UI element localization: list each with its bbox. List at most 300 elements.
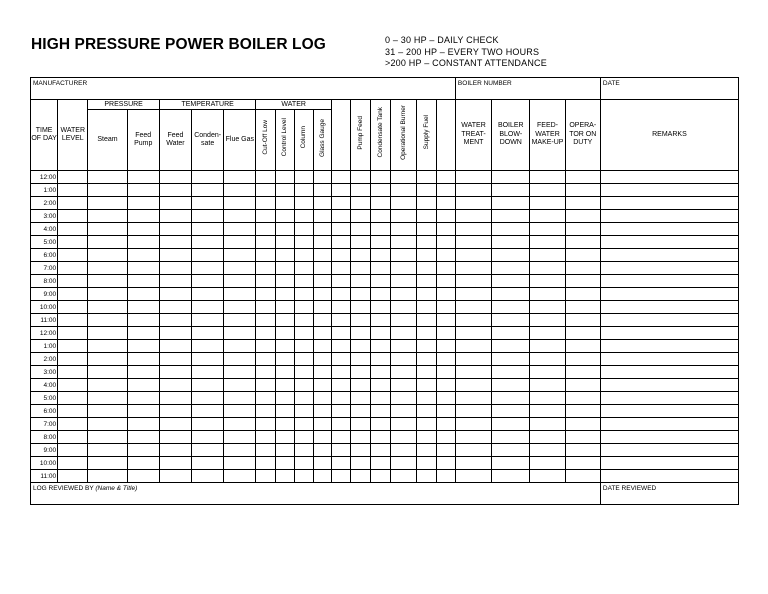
entry-cell[interactable] (351, 301, 371, 314)
entry-cell[interactable] (455, 392, 491, 405)
entry-cell[interactable] (600, 301, 738, 314)
entry-cell[interactable] (127, 236, 159, 249)
entry-cell[interactable] (455, 418, 491, 431)
entry-cell[interactable] (455, 262, 491, 275)
entry-cell[interactable] (294, 184, 313, 197)
entry-cell[interactable] (192, 288, 224, 301)
entry-cell[interactable] (88, 366, 127, 379)
entry-cell[interactable] (600, 275, 738, 288)
entry-cell[interactable] (371, 392, 391, 405)
entry-cell[interactable] (331, 405, 350, 418)
entry-cell[interactable] (256, 197, 275, 210)
entry-cell[interactable] (530, 223, 565, 236)
entry-cell[interactable] (224, 457, 256, 470)
entry-cell[interactable] (371, 171, 391, 184)
entry-cell[interactable] (88, 340, 127, 353)
entry-cell[interactable] (331, 392, 350, 405)
entry-cell[interactable] (391, 418, 417, 431)
entry-cell[interactable] (351, 327, 371, 340)
entry-cell[interactable] (530, 470, 565, 483)
entry-cell[interactable] (294, 366, 313, 379)
entry-cell[interactable] (417, 457, 436, 470)
entry-cell[interactable] (224, 353, 256, 366)
entry-cell[interactable] (256, 210, 275, 223)
entry-cell[interactable] (492, 288, 530, 301)
entry-cell[interactable] (492, 301, 530, 314)
entry-cell[interactable] (58, 275, 88, 288)
entry-cell[interactable] (127, 470, 159, 483)
entry-cell[interactable] (351, 444, 371, 457)
entry-cell[interactable] (294, 340, 313, 353)
entry-cell[interactable] (492, 470, 530, 483)
entry-cell[interactable] (565, 301, 600, 314)
entry-cell[interactable] (275, 171, 294, 184)
boiler-number-field[interactable] (455, 78, 600, 100)
entry-cell[interactable] (331, 379, 350, 392)
entry-cell[interactable] (159, 223, 191, 236)
entry-cell[interactable] (58, 223, 88, 236)
entry-cell[interactable] (256, 353, 275, 366)
entry-cell[interactable] (565, 171, 600, 184)
entry-cell[interactable] (313, 249, 331, 262)
entry-cell[interactable] (256, 379, 275, 392)
entry-cell[interactable] (565, 379, 600, 392)
entry-cell[interactable] (371, 379, 391, 392)
entry-cell[interactable] (159, 197, 191, 210)
entry-cell[interactable] (600, 444, 738, 457)
entry-cell[interactable] (275, 197, 294, 210)
entry-cell[interactable] (530, 340, 565, 353)
entry-cell[interactable] (351, 262, 371, 275)
entry-cell[interactable] (58, 444, 88, 457)
entry-cell[interactable] (331, 197, 350, 210)
entry-cell[interactable] (127, 444, 159, 457)
entry-cell[interactable] (351, 197, 371, 210)
entry-cell[interactable] (351, 353, 371, 366)
entry-cell[interactable] (159, 340, 191, 353)
entry-cell[interactable] (275, 236, 294, 249)
entry-cell[interactable] (275, 379, 294, 392)
entry-cell[interactable] (127, 171, 159, 184)
entry-cell[interactable] (58, 392, 88, 405)
entry-cell[interactable] (127, 327, 159, 340)
entry-cell[interactable] (455, 184, 491, 197)
entry-cell[interactable] (417, 301, 436, 314)
entry-cell[interactable] (371, 223, 391, 236)
entry-cell[interactable] (224, 418, 256, 431)
entry-cell[interactable] (313, 171, 331, 184)
entry-cell[interactable] (565, 288, 600, 301)
entry-cell[interactable] (600, 288, 738, 301)
entry-cell[interactable] (275, 314, 294, 327)
entry-cell[interactable] (331, 236, 350, 249)
entry-cell[interactable] (313, 210, 331, 223)
entry-cell[interactable] (492, 444, 530, 457)
entry-cell[interactable] (417, 314, 436, 327)
entry-cell[interactable] (275, 262, 294, 275)
entry-cell[interactable] (127, 366, 159, 379)
entry-cell[interactable] (256, 444, 275, 457)
entry-cell[interactable] (600, 379, 738, 392)
entry-cell[interactable] (88, 249, 127, 262)
entry-cell[interactable] (275, 249, 294, 262)
entry-cell[interactable] (455, 236, 491, 249)
entry-cell[interactable] (351, 236, 371, 249)
entry-cell[interactable] (159, 288, 191, 301)
entry-cell[interactable] (371, 314, 391, 327)
entry-cell[interactable] (224, 262, 256, 275)
entry-cell[interactable] (88, 353, 127, 366)
entry-cell[interactable] (436, 431, 455, 444)
entry-cell[interactable] (417, 249, 436, 262)
entry-cell[interactable] (159, 431, 191, 444)
entry-cell[interactable] (313, 379, 331, 392)
entry-cell[interactable] (417, 184, 436, 197)
entry-cell[interactable] (530, 262, 565, 275)
entry-cell[interactable] (275, 275, 294, 288)
entry-cell[interactable] (391, 301, 417, 314)
entry-cell[interactable] (565, 392, 600, 405)
entry-cell[interactable] (600, 236, 738, 249)
entry-cell[interactable] (224, 288, 256, 301)
entry-cell[interactable] (159, 418, 191, 431)
entry-cell[interactable] (600, 340, 738, 353)
entry-cell[interactable] (127, 262, 159, 275)
entry-cell[interactable] (530, 210, 565, 223)
entry-cell[interactable] (256, 340, 275, 353)
entry-cell[interactable] (351, 249, 371, 262)
entry-cell[interactable] (294, 457, 313, 470)
entry-cell[interactable] (192, 379, 224, 392)
entry-cell[interactable] (159, 379, 191, 392)
entry-cell[interactable] (417, 210, 436, 223)
entry-cell[interactable] (371, 470, 391, 483)
entry-cell[interactable] (600, 249, 738, 262)
entry-cell[interactable] (492, 340, 530, 353)
entry-cell[interactable] (351, 184, 371, 197)
entry-cell[interactable] (313, 314, 331, 327)
entry-cell[interactable] (565, 405, 600, 418)
entry-cell[interactable] (224, 236, 256, 249)
entry-cell[interactable] (192, 392, 224, 405)
entry-cell[interactable] (159, 366, 191, 379)
entry-cell[interactable] (391, 340, 417, 353)
entry-cell[interactable] (417, 171, 436, 184)
entry-cell[interactable] (530, 405, 565, 418)
entry-cell[interactable] (275, 470, 294, 483)
entry-cell[interactable] (58, 171, 88, 184)
entry-cell[interactable] (436, 275, 455, 288)
entry-cell[interactable] (313, 327, 331, 340)
entry-cell[interactable] (294, 223, 313, 236)
entry-cell[interactable] (256, 223, 275, 236)
entry-cell[interactable] (436, 405, 455, 418)
entry-cell[interactable] (436, 223, 455, 236)
entry-cell[interactable] (159, 353, 191, 366)
entry-cell[interactable] (351, 340, 371, 353)
entry-cell[interactable] (600, 327, 738, 340)
entry-cell[interactable] (530, 353, 565, 366)
entry-cell[interactable] (530, 431, 565, 444)
entry-cell[interactable] (159, 405, 191, 418)
entry-cell[interactable] (192, 340, 224, 353)
entry-cell[interactable] (88, 288, 127, 301)
entry-cell[interactable] (313, 444, 331, 457)
entry-cell[interactable] (58, 457, 88, 470)
entry-cell[interactable] (455, 171, 491, 184)
entry-cell[interactable] (371, 236, 391, 249)
entry-cell[interactable] (600, 431, 738, 444)
entry-cell[interactable] (565, 327, 600, 340)
entry-cell[interactable] (313, 197, 331, 210)
entry-cell[interactable] (455, 288, 491, 301)
entry-cell[interactable] (127, 301, 159, 314)
entry-cell[interactable] (530, 457, 565, 470)
entry-cell[interactable] (371, 327, 391, 340)
entry-cell[interactable] (391, 470, 417, 483)
entry-cell[interactable] (58, 418, 88, 431)
entry-cell[interactable] (371, 288, 391, 301)
entry-cell[interactable] (351, 405, 371, 418)
entry-cell[interactable] (492, 314, 530, 327)
entry-cell[interactable] (565, 353, 600, 366)
entry-cell[interactable] (565, 418, 600, 431)
entry-cell[interactable] (530, 314, 565, 327)
entry-cell[interactable] (455, 223, 491, 236)
entry-cell[interactable] (192, 197, 224, 210)
entry-cell[interactable] (159, 314, 191, 327)
entry-cell[interactable] (88, 197, 127, 210)
entry-cell[interactable] (417, 418, 436, 431)
entry-cell[interactable] (58, 210, 88, 223)
entry-cell[interactable] (88, 210, 127, 223)
entry-cell[interactable] (600, 197, 738, 210)
entry-cell[interactable] (294, 275, 313, 288)
entry-cell[interactable] (331, 288, 350, 301)
entry-cell[interactable] (492, 353, 530, 366)
entry-cell[interactable] (600, 210, 738, 223)
entry-cell[interactable] (455, 379, 491, 392)
entry-cell[interactable] (417, 444, 436, 457)
entry-cell[interactable] (331, 418, 350, 431)
entry-cell[interactable] (275, 418, 294, 431)
entry-cell[interactable] (224, 171, 256, 184)
entry-cell[interactable] (351, 457, 371, 470)
entry-cell[interactable] (371, 210, 391, 223)
entry-cell[interactable] (331, 262, 350, 275)
entry-cell[interactable] (436, 210, 455, 223)
entry-cell[interactable] (88, 392, 127, 405)
entry-cell[interactable] (58, 353, 88, 366)
entry-cell[interactable] (192, 275, 224, 288)
entry-cell[interactable] (391, 405, 417, 418)
entry-cell[interactable] (159, 171, 191, 184)
entry-cell[interactable] (492, 171, 530, 184)
entry-cell[interactable] (275, 353, 294, 366)
entry-cell[interactable] (436, 184, 455, 197)
entry-cell[interactable] (127, 392, 159, 405)
entry-cell[interactable] (391, 379, 417, 392)
entry-cell[interactable] (530, 366, 565, 379)
entry-cell[interactable] (192, 236, 224, 249)
entry-cell[interactable] (492, 210, 530, 223)
entry-cell[interactable] (331, 327, 350, 340)
entry-cell[interactable] (565, 366, 600, 379)
entry-cell[interactable] (159, 327, 191, 340)
entry-cell[interactable] (275, 327, 294, 340)
entry-cell[interactable] (417, 470, 436, 483)
entry-cell[interactable] (530, 236, 565, 249)
entry-cell[interactable] (436, 197, 455, 210)
entry-cell[interactable] (436, 288, 455, 301)
entry-cell[interactable] (436, 327, 455, 340)
entry-cell[interactable] (88, 457, 127, 470)
entry-cell[interactable] (565, 197, 600, 210)
entry-cell[interactable] (313, 301, 331, 314)
entry-cell[interactable] (436, 353, 455, 366)
entry-cell[interactable] (371, 184, 391, 197)
entry-cell[interactable] (127, 249, 159, 262)
entry-cell[interactable] (417, 340, 436, 353)
entry-cell[interactable] (256, 470, 275, 483)
entry-cell[interactable] (256, 327, 275, 340)
entry-cell[interactable] (331, 353, 350, 366)
date-field[interactable] (600, 78, 738, 100)
entry-cell[interactable] (455, 301, 491, 314)
entry-cell[interactable] (294, 327, 313, 340)
entry-cell[interactable] (492, 405, 530, 418)
entry-cell[interactable] (275, 340, 294, 353)
entry-cell[interactable] (351, 379, 371, 392)
entry-cell[interactable] (192, 431, 224, 444)
entry-cell[interactable] (88, 262, 127, 275)
entry-cell[interactable] (455, 210, 491, 223)
entry-cell[interactable] (492, 431, 530, 444)
entry-cell[interactable] (256, 301, 275, 314)
entry-cell[interactable] (371, 301, 391, 314)
entry-cell[interactable] (351, 392, 371, 405)
entry-cell[interactable] (275, 210, 294, 223)
entry-cell[interactable] (492, 327, 530, 340)
entry-cell[interactable] (391, 392, 417, 405)
entry-cell[interactable] (256, 431, 275, 444)
entry-cell[interactable] (455, 197, 491, 210)
entry-cell[interactable] (224, 379, 256, 392)
entry-cell[interactable] (417, 223, 436, 236)
entry-cell[interactable] (530, 184, 565, 197)
entry-cell[interactable] (256, 366, 275, 379)
entry-cell[interactable] (331, 184, 350, 197)
entry-cell[interactable] (88, 223, 127, 236)
entry-cell[interactable] (313, 275, 331, 288)
entry-cell[interactable] (492, 379, 530, 392)
entry-cell[interactable] (391, 262, 417, 275)
entry-cell[interactable] (58, 340, 88, 353)
entry-cell[interactable] (192, 171, 224, 184)
entry-cell[interactable] (256, 288, 275, 301)
entry-cell[interactable] (192, 210, 224, 223)
entry-cell[interactable] (159, 444, 191, 457)
entry-cell[interactable] (600, 470, 738, 483)
entry-cell[interactable] (275, 405, 294, 418)
entry-cell[interactable] (530, 392, 565, 405)
entry-cell[interactable] (88, 470, 127, 483)
entry-cell[interactable] (192, 184, 224, 197)
entry-cell[interactable] (294, 418, 313, 431)
entry-cell[interactable] (565, 210, 600, 223)
entry-cell[interactable] (313, 470, 331, 483)
entry-cell[interactable] (565, 223, 600, 236)
entry-cell[interactable] (417, 197, 436, 210)
entry-cell[interactable] (127, 418, 159, 431)
entry-cell[interactable] (455, 405, 491, 418)
entry-cell[interactable] (224, 327, 256, 340)
entry-cell[interactable] (313, 184, 331, 197)
entry-cell[interactable] (275, 392, 294, 405)
entry-cell[interactable] (224, 249, 256, 262)
entry-cell[interactable] (313, 236, 331, 249)
entry-cell[interactable] (455, 249, 491, 262)
entry-cell[interactable] (455, 327, 491, 340)
entry-cell[interactable] (455, 366, 491, 379)
entry-cell[interactable] (371, 353, 391, 366)
entry-cell[interactable] (58, 236, 88, 249)
entry-cell[interactable] (294, 314, 313, 327)
entry-cell[interactable] (192, 366, 224, 379)
entry-cell[interactable] (331, 457, 350, 470)
entry-cell[interactable] (58, 262, 88, 275)
entry-cell[interactable] (391, 457, 417, 470)
entry-cell[interactable] (492, 366, 530, 379)
log-reviewed-by-field[interactable] (31, 483, 601, 505)
entry-cell[interactable] (351, 223, 371, 236)
entry-cell[interactable] (436, 418, 455, 431)
entry-cell[interactable] (224, 470, 256, 483)
entry-cell[interactable] (436, 392, 455, 405)
entry-cell[interactable] (351, 314, 371, 327)
entry-cell[interactable] (58, 197, 88, 210)
entry-cell[interactable] (530, 379, 565, 392)
entry-cell[interactable] (600, 171, 738, 184)
entry-cell[interactable] (88, 184, 127, 197)
entry-cell[interactable] (294, 171, 313, 184)
entry-cell[interactable] (565, 470, 600, 483)
entry-cell[interactable] (331, 210, 350, 223)
entry-cell[interactable] (224, 444, 256, 457)
entry-cell[interactable] (313, 340, 331, 353)
entry-cell[interactable] (492, 184, 530, 197)
entry-cell[interactable] (88, 327, 127, 340)
entry-cell[interactable] (371, 405, 391, 418)
entry-cell[interactable] (492, 418, 530, 431)
entry-cell[interactable] (331, 249, 350, 262)
entry-cell[interactable] (417, 262, 436, 275)
entry-cell[interactable] (371, 418, 391, 431)
entry-cell[interactable] (391, 353, 417, 366)
entry-cell[interactable] (294, 249, 313, 262)
entry-cell[interactable] (256, 184, 275, 197)
entry-cell[interactable] (391, 366, 417, 379)
entry-cell[interactable] (159, 236, 191, 249)
manufacturer-field[interactable] (31, 78, 456, 100)
entry-cell[interactable] (417, 288, 436, 301)
entry-cell[interactable] (351, 470, 371, 483)
entry-cell[interactable] (530, 418, 565, 431)
entry-cell[interactable] (417, 366, 436, 379)
entry-cell[interactable] (565, 314, 600, 327)
entry-cell[interactable] (127, 457, 159, 470)
entry-cell[interactable] (313, 392, 331, 405)
